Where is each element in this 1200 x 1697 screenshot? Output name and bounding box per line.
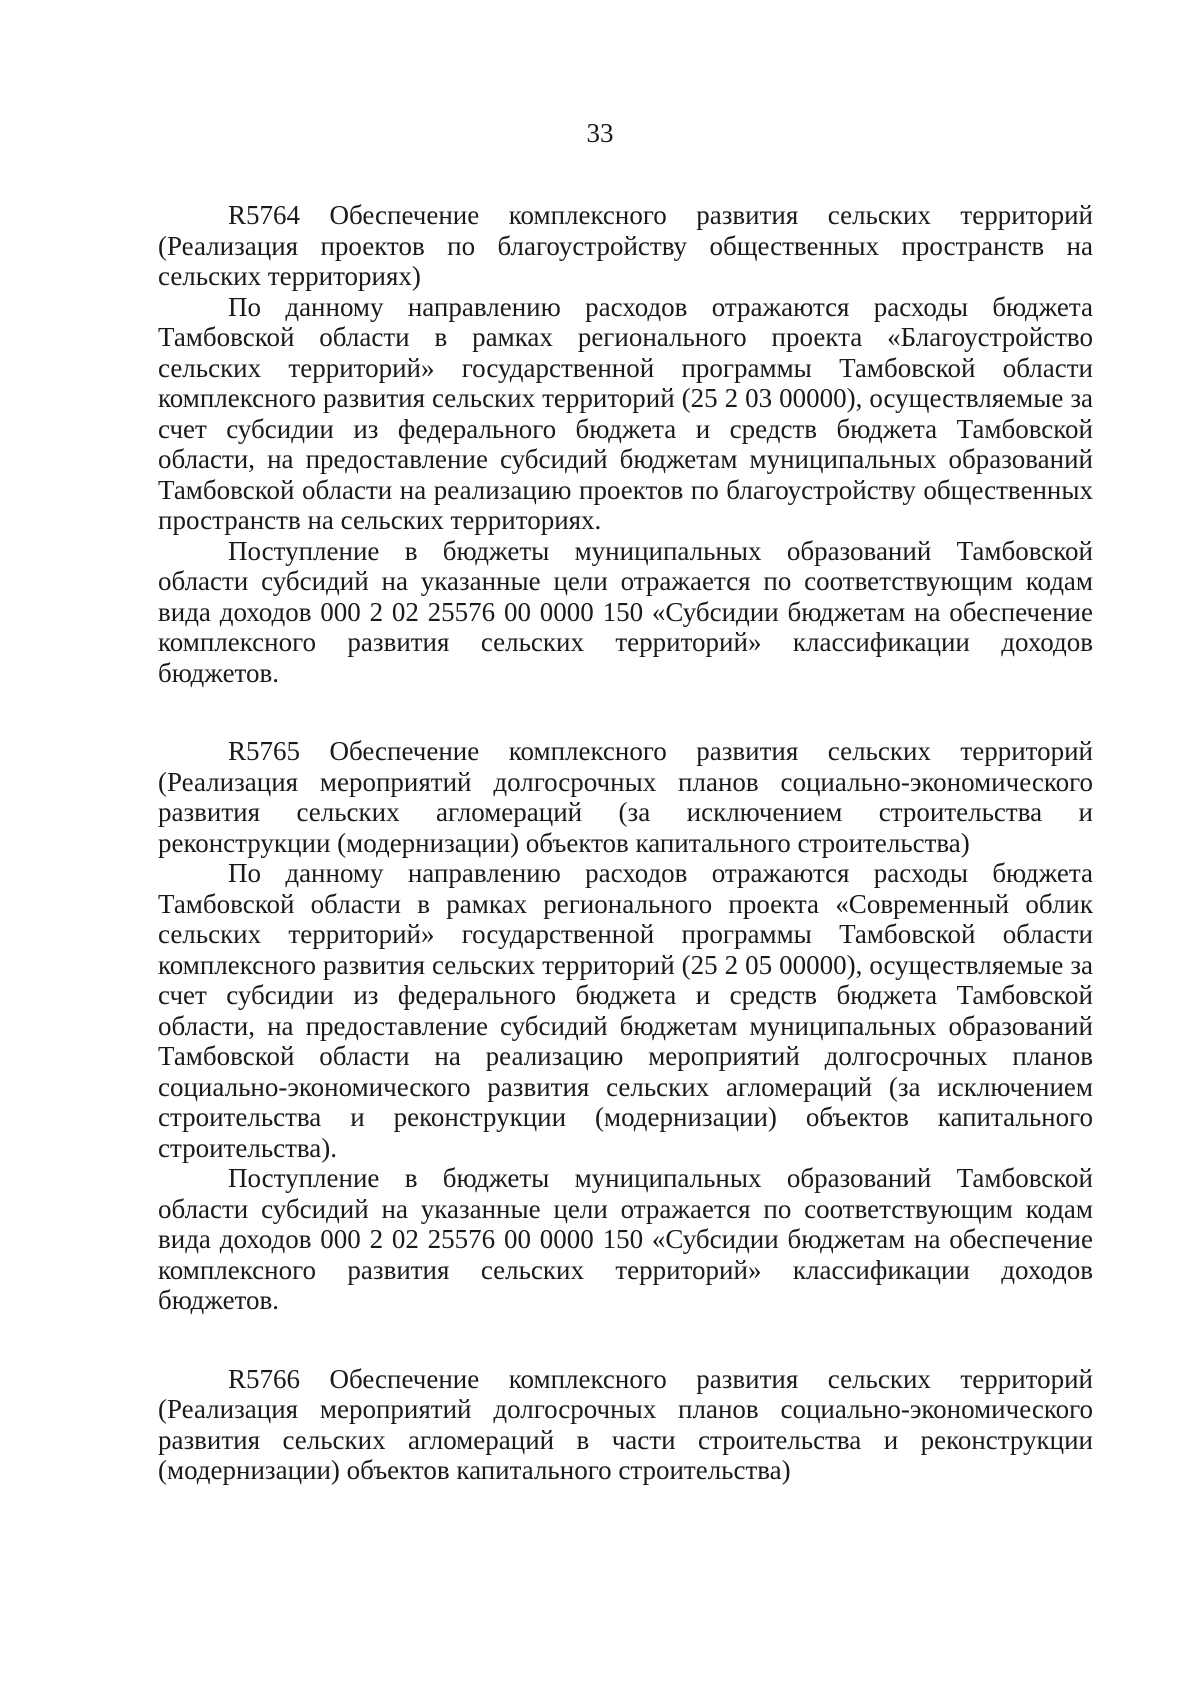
document-body xyxy=(158,200,1093,1534)
section-heading: R5764 Обеспечение комплексного развития сельских территорий (Реализация проектов по благоустройству общественных пространств на сельских территориях) xyxy=(158,200,1093,291)
paragraph: По данному направлению расходов отражаются расходы бюджета Тамбовской области в рамках регионального проекта «Современный облик сельских территорий» государственной программы Тамбовской области комплексного развития сельских территорий (25 2 05 00000), осуществляемые за счет субсидии из федерального бюджета и средств бюджета Тамбовской области, на предоставление субсидий бюджетам муниципальных образований Тамбовской области на реализацию мероприятий долгосрочных планов социально-экономического развития сельских агломераций (за исключением строительства и реконструкции (модернизации) объектов капитального строительства). xyxy=(158,858,1093,1163)
paragraph: Поступление в бюджеты муниципальных образований Тамбовской области субсидий на указанные цели отражается по соответствующим кодам вида доходов 000 2 02 25576 00 0000 150 «Субсидии бюджетам на обеспечение комплексного развития сельских территорий» классификации доходов бюджетов. xyxy=(158,1163,1093,1315)
paragraph: Поступление в бюджеты муниципальных образований Тамбовской области субсидий на указанные цели отражается по соответствующим кодам вида доходов 000 2 02 25576 00 0000 150 «Субсидии бюджетам на обеспечение комплексного развития сельских территорий» классификации доходов бюджетов. xyxy=(158,535,1093,688)
section-r5765 xyxy=(158,736,1093,1316)
paragraph: По данному направлению расходов отражаются расходы бюджета Тамбовской области в рамках регионального проекта «Благоустройство сельских территорий» государственной программы Тамбовской области комплексного развития сельских территорий (25 2 03 00000), осуществляемые за счет субсидии из федерального бюджета и средств бюджета Тамбовской области, на предоставление субсидий бюджетам муниципальных образований Тамбовской области на реализацию проектов по благоустройству общественных пространств на сельских территориях. xyxy=(158,291,1093,535)
section-heading: R5765 Обеспечение комплексного развития сельских территорий (Реализация мероприятий долгосрочных планов социально-экономического развития сельских агломераций (за исключением строительства и реконструкции (модернизации) объектов капитального строительства) xyxy=(158,736,1093,858)
section-heading: R5766 Обеспечение комплексного развития сельских территорий (Реализация мероприятий долгосрочных планов социально-экономического развития сельских агломераций в части строительства и реконструкции (модернизации) объектов капитального строительства) xyxy=(158,1363,1093,1485)
page-number: 33 xyxy=(586,118,614,148)
section-r5764 xyxy=(158,200,1093,688)
section-r5766 xyxy=(158,1364,1093,1486)
